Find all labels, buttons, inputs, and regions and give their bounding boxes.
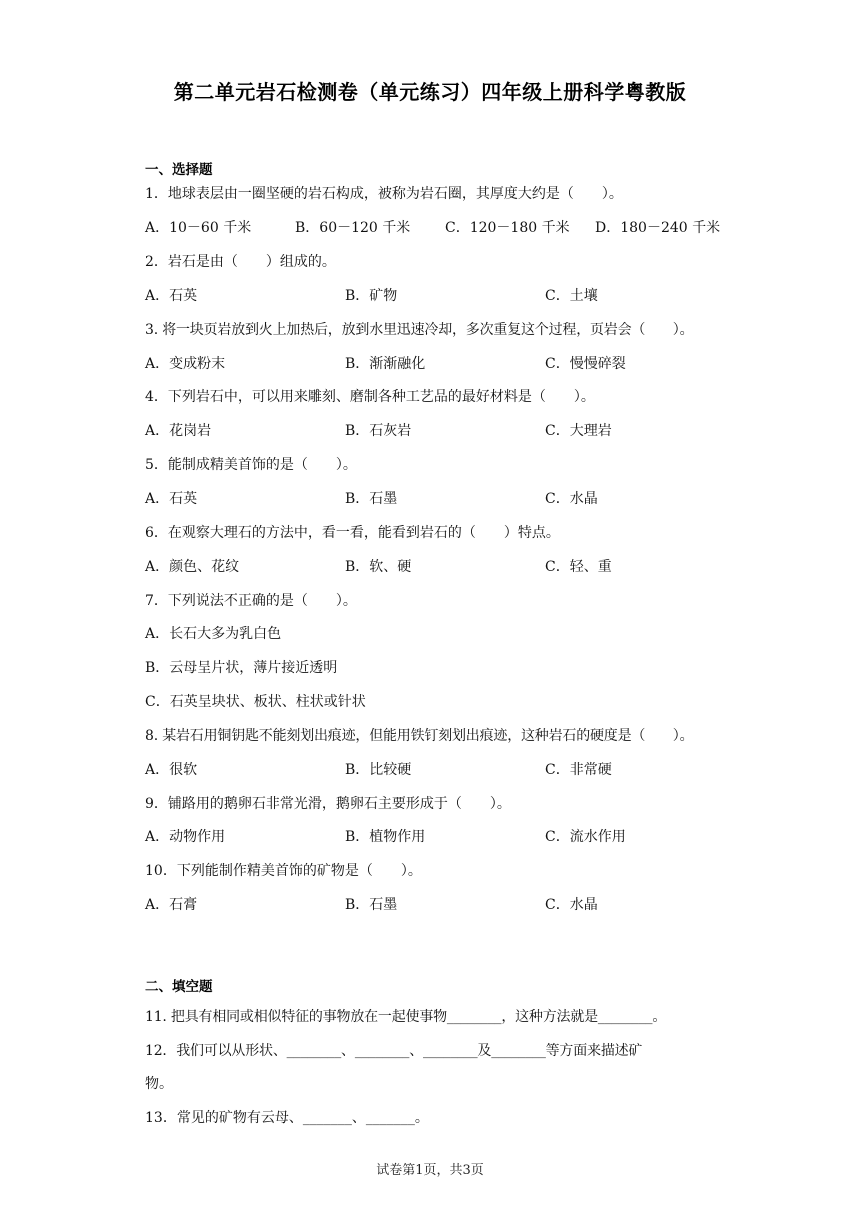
fill-question: 13．常见的矿物有云母、_______、_______。 [145, 1110, 429, 1126]
question-stem: 9．铺路用的鹅卵石非常光滑，鹅卵石主要形成于（ ）。 [145, 796, 511, 812]
option: B．石墨 [345, 491, 398, 507]
question-stem: 3. 将一块页岩放到火上加热后，放到水里迅速冷却，多次重复这个过程，页岩会（ ）。 [145, 322, 694, 338]
question-stem: 2．岩石是由（ ）组成的。 [145, 254, 336, 270]
question-options [145, 760, 725, 780]
option: A．颜色、花纹 [145, 559, 240, 575]
question-options [145, 827, 725, 847]
fill-question-continuation: 物。 [145, 1076, 173, 1092]
option: B．矿物 [345, 288, 398, 304]
question-stem: 8. 某岩石用铜钥匙不能刻划出痕迹，但能用铁钉刻划出痕迹，这种岩石的硬度是（ ）。 [145, 728, 694, 744]
option: B．比较硬 [345, 762, 412, 778]
option: A．很软 [145, 762, 198, 778]
option: B．石灰岩 [345, 423, 412, 439]
question-options [145, 354, 725, 374]
option: C．非常硬 [545, 762, 612, 778]
option: A．石膏 [145, 897, 198, 913]
question-stem: 7．下列说法不正确的是（ ）。 [145, 593, 357, 609]
option: A．石英 [145, 491, 198, 507]
option: B．植物作用 [345, 829, 426, 845]
option: B．60－120 千米 [295, 220, 411, 236]
question-options [145, 218, 725, 238]
option: C．轻、重 [545, 559, 612, 575]
option: C．水晶 [545, 491, 598, 507]
option: C．土壤 [545, 288, 598, 304]
question-options [145, 489, 725, 509]
question-options [145, 895, 725, 915]
option: C．流水作用 [545, 829, 626, 845]
option: A．石英 [145, 288, 198, 304]
option: C．慢慢碎裂 [545, 356, 626, 372]
option: C．120－180 千米 [445, 220, 570, 236]
option: A．花岗岩 [145, 423, 212, 439]
option: A．10－60 千米 [145, 220, 252, 236]
option: B．云母呈片状，薄片接近透明 [145, 660, 338, 676]
option: A．变成粉末 [145, 356, 226, 372]
option: B．石墨 [345, 897, 398, 913]
question-stem: 6．在观察大理石的方法中，看一看，能看到岩石的（ ）特点。 [145, 525, 560, 541]
page-title: 第二单元岩石检测卷（单元练习）四年级上册科学粤教版 [173, 80, 687, 104]
option: A．长石大多为乳白色 [145, 626, 282, 642]
question-stem: 10．下列能制作精美首饰的矿物是（ ）。 [145, 863, 422, 879]
question-stem: 4．下列岩石中，可以用来雕刻、磨制各种工艺品的最好材料是（ ）。 [145, 389, 595, 405]
section-heading-fill: 二、填空题 [145, 979, 213, 995]
option: B．软、硬 [345, 559, 412, 575]
section-heading-choice: 一、选择题 [145, 162, 213, 178]
question-options [145, 421, 725, 441]
option: C．水晶 [545, 897, 598, 913]
page-footer: 试卷第1页，共3页 [376, 1163, 484, 1178]
question-stem: 1．地球表层由一圈坚硬的岩石构成，被称为岩石圈，其厚度大约是（ ）。 [145, 186, 623, 202]
question-stem: 5．能制成精美首饰的是（ ）。 [145, 457, 357, 473]
fill-question: 11. 把具有相同或相似特征的事物放在一起使事物________，这种方法就是________。 [145, 1009, 667, 1025]
option: D．180－240 千米 [595, 220, 721, 236]
option: B．渐渐融化 [345, 356, 426, 372]
option: A．动物作用 [145, 829, 226, 845]
question-options [145, 286, 725, 306]
option: C．石英呈块状、板状、柱状或针状 [145, 694, 366, 710]
question-options [145, 557, 725, 577]
fill-question: 12．我们可以从形状、________、________、________及________等方面来描述矿 [145, 1043, 643, 1059]
option: C．大理岩 [545, 423, 612, 439]
